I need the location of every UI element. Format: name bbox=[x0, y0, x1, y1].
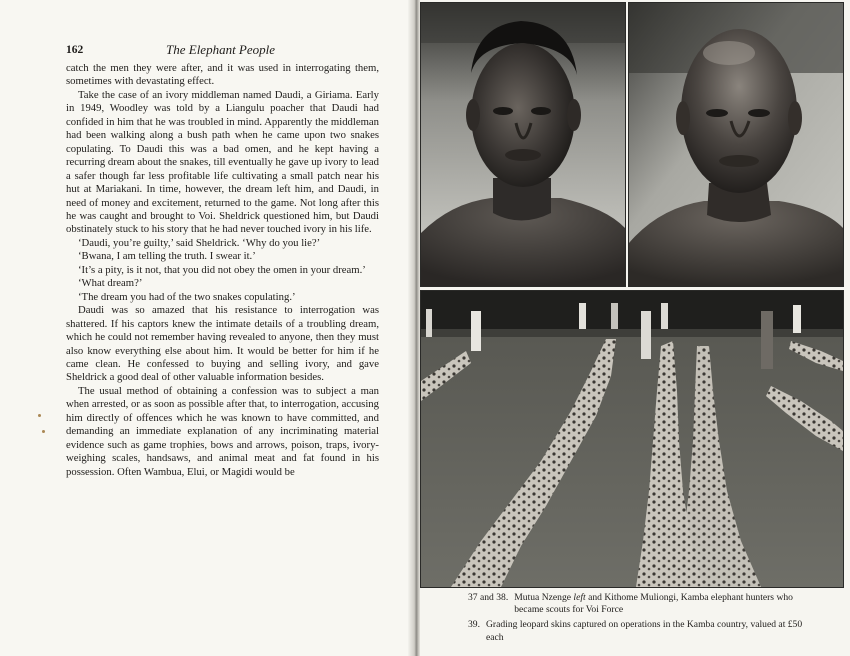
paragraph: The usual method of obtaining a confession was to subject a man when arrested, or as soon as possible after that, to interrogation, accusing him directly of offences which he was known to have committed, and demanding an immediate explanation of any incriminating material evidence such as game trophies, bows and arrows, poison, traps, ivory-weighing scales, handsaws, and animal meat and fat found in his possession. Often Wambua, Elui, or Magidi would be bbox=[66, 384, 379, 478]
caption-number: 39. bbox=[468, 619, 480, 631]
portrait-photo-kithome-muliongi bbox=[628, 2, 844, 287]
page-header bbox=[66, 44, 378, 60]
right-page bbox=[420, 0, 850, 656]
field-image bbox=[421, 291, 843, 587]
portrait-image bbox=[421, 3, 625, 286]
paper-speck bbox=[42, 430, 45, 433]
body-text bbox=[66, 62, 379, 479]
paragraph: ‘Bwana, I am telling the truth. I swear it.’ bbox=[78, 250, 256, 263]
paragraph: ‘Daudi, you’re guilty,’ said Sheldrick. ‘Why do you lie?’ bbox=[78, 236, 321, 249]
caption-number: 37 and 38. bbox=[468, 592, 509, 603]
caption-text-part: Mutua Nzenge bbox=[514, 592, 574, 603]
paragraph: Daudi was so amazed that his resistance to interrogation was shattered. If his captors knew the intimate details of a troubling dream, which he could not remember having revealed to anyone, then they must also know everything else about him. It would be better for him if he came clean. He confessed to buying and selling ivory, and gave Sheldrick a good deal of other valuable information besides. bbox=[66, 304, 379, 384]
paragraph: ‘It’s a pity, is it not, that you did not obey the omen in your dream.’ bbox=[78, 263, 366, 276]
leopard-skins-photo bbox=[420, 290, 844, 588]
paragraph: catch the men they were after, and it was used in interrogating them, sometimes with devastating effect. bbox=[66, 62, 379, 88]
caption-italic: left bbox=[573, 592, 586, 603]
caption-text bbox=[514, 592, 808, 616]
paragraph: Take the case of an ivory middleman named Daudi, a Giriama. Early in 1949, Woodley was told by a Liangulu poacher that Daudi had confided in him that he was troubled in mind. Apparently the middleman had been walking along a bush path when he came upon two snakes copulating. To Daudi this was a bad omen, and he kept having a recurring dream about the snakes, till eventually he gave up ivory to lead a safer though far less profitable life cultivating a small patch near his hut at Mariakani. In time, however, the dream left him, and Daudi, in need of money and excitement, returned to the game. Not long after this he was caught and brought to Voi. Sheldrick questioned him, but Daudi obstinately stuck to his story that he had never touched ivory in his life. bbox=[66, 88, 379, 236]
photo-captions bbox=[468, 592, 808, 647]
left-page bbox=[0, 0, 412, 656]
page-number: 162 bbox=[66, 44, 84, 56]
caption-39 bbox=[468, 619, 808, 643]
portrait-image bbox=[629, 3, 843, 286]
paragraph: ‘The dream you had of the two snakes copulating.’ bbox=[78, 290, 296, 303]
caption-text-part: and Kithome Muliongi, Kamba elephant hunters who became scouts for Voi Force bbox=[514, 592, 793, 616]
portrait-photo-mutua-nzenge bbox=[420, 2, 626, 287]
paragraph: ‘What dream?’ bbox=[78, 277, 143, 290]
caption-text: Grading leopard skins captured on operations in the Kamba country, valued at £50 each bbox=[486, 619, 803, 643]
paper-speck bbox=[38, 414, 41, 417]
running-head: The Elephant People bbox=[166, 42, 276, 57]
caption-37-38 bbox=[468, 592, 808, 616]
